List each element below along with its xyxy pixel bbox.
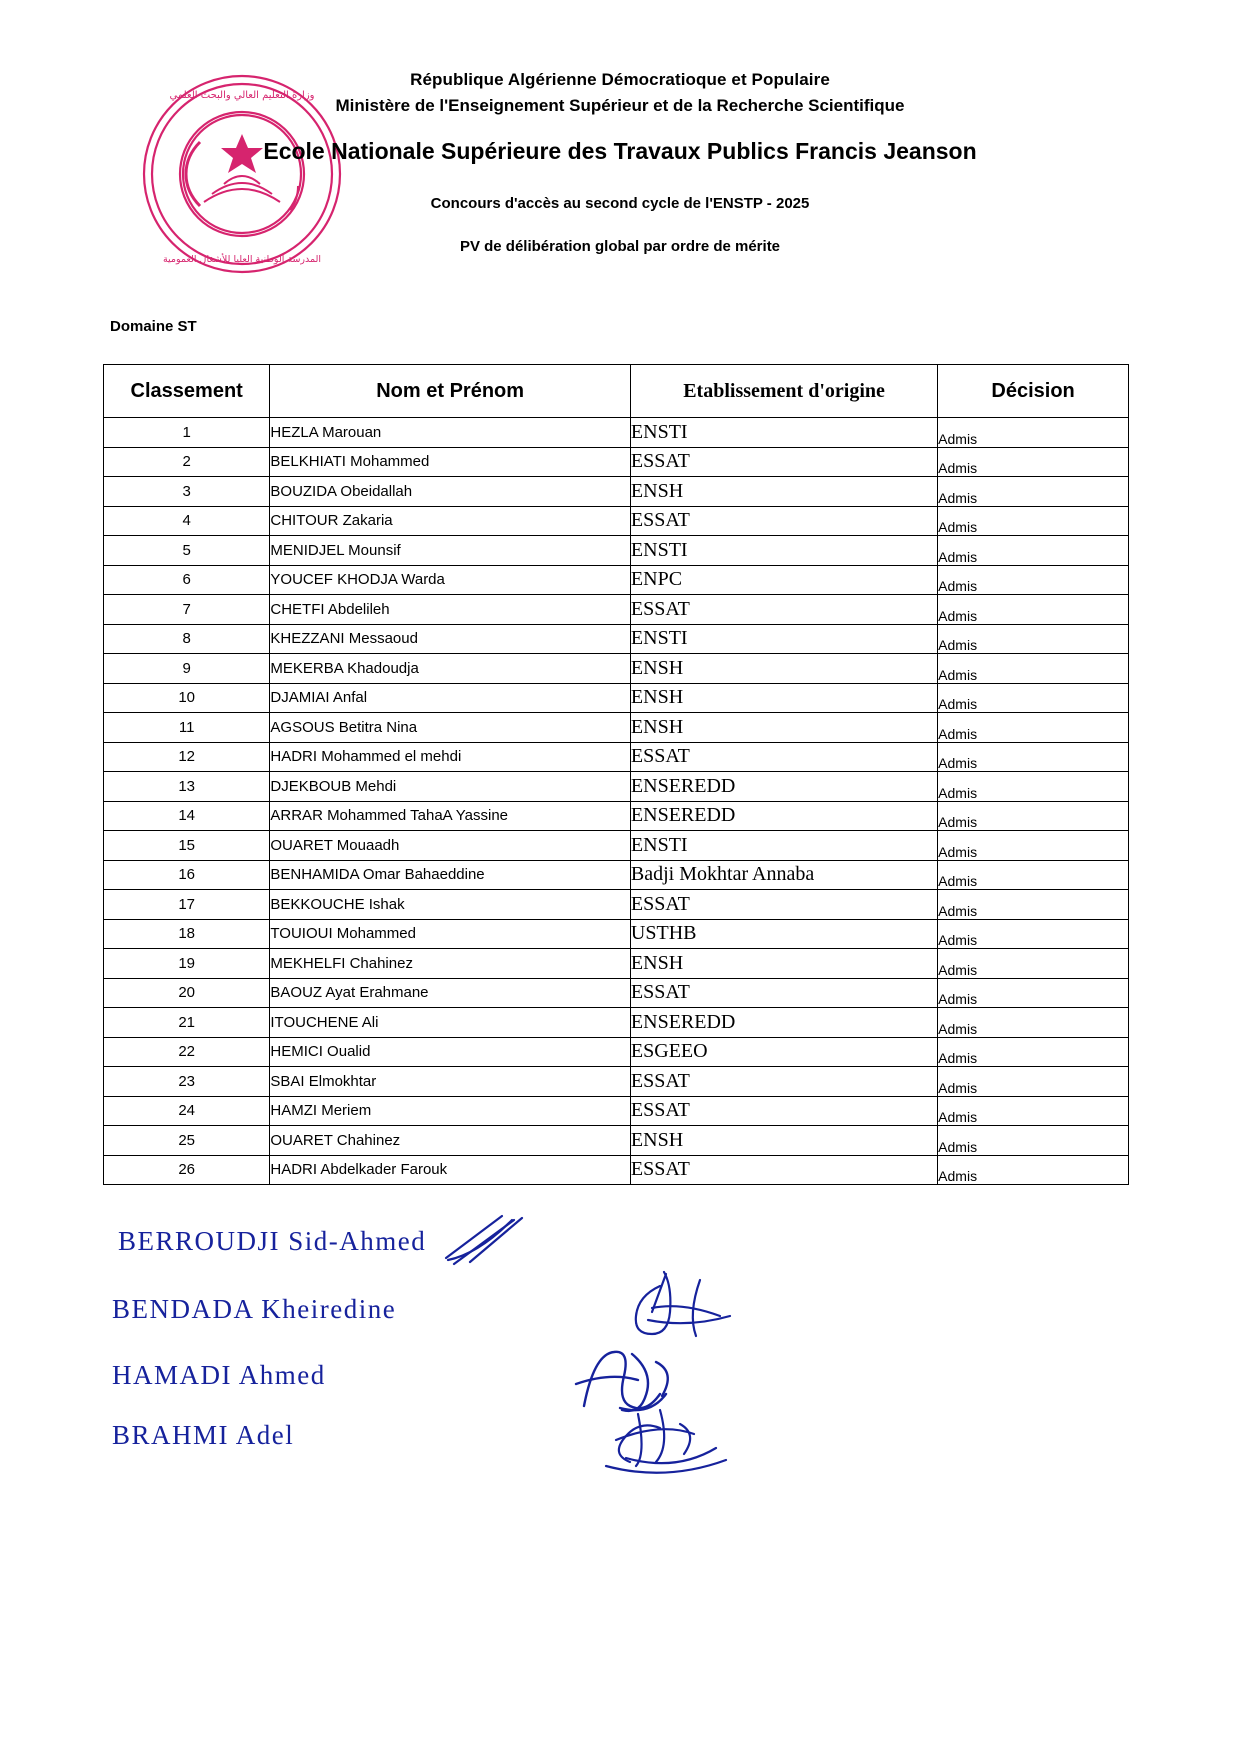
cell-nom-prenom: BENHAMIDA Omar Bahaeddine: [270, 860, 631, 890]
cell-etablissement: ENSTI: [630, 831, 937, 861]
svg-text:المدرسة الوطنية العليا للأشغال: المدرسة الوطنية العليا للأشغال العمومية: [162, 254, 322, 265]
table-row: [104, 477, 1129, 507]
signature-line-2: [112, 1294, 396, 1325]
cell-decision: Admis: [938, 1155, 1129, 1185]
cell-etablissement: ESSAT: [630, 595, 937, 625]
cell-decision: Admis: [938, 860, 1129, 890]
table-row: [104, 831, 1129, 861]
table-row: [104, 978, 1129, 1008]
cell-decision: Admis: [938, 831, 1129, 861]
cell-nom-prenom: KHEZZANI Messaoud: [270, 624, 631, 654]
document-header: [0, 70, 1240, 255]
cell-nom-prenom: OUARET Mouaadh: [270, 831, 631, 861]
cell-etablissement: ENSH: [630, 1126, 937, 1156]
cell-nom-prenom: OUARET Chahinez: [270, 1126, 631, 1156]
cell-decision: Admis: [938, 742, 1129, 772]
handwritten-signature-2: [540, 1268, 770, 1358]
cell-decision: Admis: [938, 447, 1129, 477]
col-header-decision: Décision: [938, 365, 1129, 418]
table-row: [104, 1096, 1129, 1126]
cell-decision: Admis: [938, 506, 1129, 536]
results-table-container: [103, 364, 1129, 1185]
cell-nom-prenom: MEKHELFI Chahinez: [270, 949, 631, 979]
table-row: [104, 447, 1129, 477]
cell-nom-prenom: ITOUCHENE Ali: [270, 1008, 631, 1038]
table-row: [104, 595, 1129, 625]
cell-decision: Admis: [938, 418, 1129, 448]
table-row: [104, 1008, 1129, 1038]
cell-etablissement: ESSAT: [630, 742, 937, 772]
cell-etablissement: ENSTI: [630, 418, 937, 448]
cell-decision: Admis: [938, 565, 1129, 595]
cell-nom-prenom: SBAI Elmokhtar: [270, 1067, 631, 1097]
cell-nom-prenom: TOUIOUI Mohammed: [270, 919, 631, 949]
cell-decision: Admis: [938, 595, 1129, 625]
table-header-row: [104, 365, 1129, 418]
table-row: [104, 654, 1129, 684]
signature-line-1: [118, 1226, 426, 1257]
signatory-name-2: BENDADA Kheiredine: [112, 1294, 397, 1324]
cell-classement: 1: [104, 418, 270, 448]
cell-decision: Admis: [938, 772, 1129, 802]
table-row: [104, 536, 1129, 566]
cell-nom-prenom: HEZLA Marouan: [270, 418, 631, 448]
cell-etablissement: ENSH: [630, 683, 937, 713]
cell-etablissement: ENSH: [630, 713, 937, 743]
cell-nom-prenom: YOUCEF KHODJA Warda: [270, 565, 631, 595]
cell-classement: 2: [104, 447, 270, 477]
table-row: [104, 919, 1129, 949]
cell-classement: 26: [104, 1155, 270, 1185]
school-title: Ecole Nationale Supérieure des Travaux Publics Francis Jeanson: [263, 138, 977, 164]
cell-classement: 22: [104, 1037, 270, 1067]
cell-decision: Admis: [938, 477, 1129, 507]
cell-classement: 16: [104, 860, 270, 890]
signature-line-4: [112, 1418, 294, 1452]
table-row: [104, 506, 1129, 536]
table-row: [104, 565, 1129, 595]
cell-decision: Admis: [938, 654, 1129, 684]
cell-classement: 24: [104, 1096, 270, 1126]
cell-etablissement: Badji Mokhtar Annaba: [630, 860, 937, 890]
cell-classement: 25: [104, 1126, 270, 1156]
table-row: [104, 1126, 1129, 1156]
cell-etablissement: ENSH: [630, 477, 937, 507]
cell-classement: 5: [104, 536, 270, 566]
table-row: [104, 683, 1129, 713]
cell-etablissement: ESSAT: [630, 506, 937, 536]
cell-classement: 8: [104, 624, 270, 654]
table-row: [104, 713, 1129, 743]
cell-etablissement: ESSAT: [630, 978, 937, 1008]
cell-classement: 9: [104, 654, 270, 684]
table-row: [104, 1155, 1129, 1185]
table-row: [104, 1037, 1129, 1067]
cell-etablissement: ESSAT: [630, 1067, 937, 1097]
col-header-nom: Nom et Prénom: [270, 365, 631, 418]
ministry-line: Ministère de l'Enseignement Supérieur et de la Recherche Scientifique: [335, 96, 905, 115]
handwritten-signature-3: [560, 1336, 740, 1426]
cell-nom-prenom: HAMZI Meriem: [270, 1096, 631, 1126]
cell-nom-prenom: BOUZIDA Obeidallah: [270, 477, 631, 507]
table-body: [104, 418, 1129, 1185]
republic-line: République Algérienne Démocratioque et Populaire: [410, 70, 830, 89]
table-row: [104, 801, 1129, 831]
col-header-classement: Classement: [104, 365, 270, 418]
cell-etablissement: ESSAT: [630, 890, 937, 920]
cell-nom-prenom: BEKKOUCHE Ishak: [270, 890, 631, 920]
table-row: [104, 742, 1129, 772]
cell-decision: Admis: [938, 1096, 1129, 1126]
cell-decision: Admis: [938, 1067, 1129, 1097]
pv-subtitle: PV de délibération global par ordre de mérite: [459, 238, 781, 255]
cell-decision: Admis: [938, 978, 1129, 1008]
cell-classement: 12: [104, 742, 270, 772]
cell-decision: Admis: [938, 890, 1129, 920]
cell-classement: 23: [104, 1067, 270, 1097]
domain-label: Domaine ST: [110, 318, 197, 335]
cell-etablissement: ENSEREDD: [630, 772, 937, 802]
cell-etablissement: ENSTI: [630, 624, 937, 654]
cell-decision: Admis: [938, 919, 1129, 949]
cell-etablissement: ESSAT: [630, 1155, 937, 1185]
col-header-etablissement: Etablissement d'origine: [630, 365, 937, 418]
cell-nom-prenom: DJEKBOUB Mehdi: [270, 772, 631, 802]
cell-decision: Admis: [938, 624, 1129, 654]
cell-classement: 13: [104, 772, 270, 802]
cell-etablissement: ENSEREDD: [630, 801, 937, 831]
cell-classement: 7: [104, 595, 270, 625]
cell-decision: Admis: [938, 1126, 1129, 1156]
concours-subtitle: Concours d'accès au second cycle de l'ENSTP - 2025: [430, 195, 810, 212]
results-table: [103, 364, 1129, 1185]
cell-nom-prenom: BAOUZ Ayat Erahmane: [270, 978, 631, 1008]
cell-nom-prenom: ARRAR Mohammed TahaA Yassine: [270, 801, 631, 831]
cell-decision: Admis: [938, 949, 1129, 979]
cell-nom-prenom: HADRI Abdelkader Farouk: [270, 1155, 631, 1185]
handwritten-signature-1: [430, 1212, 590, 1282]
cell-nom-prenom: MENIDJEL Mounsif: [270, 536, 631, 566]
cell-classement: 4: [104, 506, 270, 536]
cell-etablissement: ENSH: [630, 654, 937, 684]
cell-nom-prenom: CHITOUR Zakaria: [270, 506, 631, 536]
cell-classement: 20: [104, 978, 270, 1008]
signatory-name-1: BERROUDJI Sid-Ahmed: [118, 1226, 427, 1256]
table-row: [104, 772, 1129, 802]
table-row: [104, 1067, 1129, 1097]
cell-decision: Admis: [938, 713, 1129, 743]
cell-classement: 6: [104, 565, 270, 595]
cell-nom-prenom: BELKHIATI Mohammed: [270, 447, 631, 477]
table-row: [104, 949, 1129, 979]
cell-classement: 18: [104, 919, 270, 949]
cell-classement: 14: [104, 801, 270, 831]
signature-line-3: [112, 1358, 326, 1392]
cell-etablissement: ESGEEO: [630, 1037, 937, 1067]
cell-etablissement: ESSAT: [630, 1096, 937, 1126]
cell-classement: 11: [104, 713, 270, 743]
cell-nom-prenom: HEMICI Oualid: [270, 1037, 631, 1067]
cell-classement: 21: [104, 1008, 270, 1038]
cell-nom-prenom: CHETFI Abdelileh: [270, 595, 631, 625]
cell-decision: Admis: [938, 1037, 1129, 1067]
cell-etablissement: USTHB: [630, 919, 937, 949]
signature-block: [110, 1218, 1130, 1518]
signatory-name-3: HAMADI Ahmed: [112, 1360, 326, 1390]
cell-classement: 19: [104, 949, 270, 979]
svg-text:وزارة التعليم العالي والبحث ال: وزارة التعليم العالي والبحث العلمي: [169, 90, 315, 101]
cell-decision: Admis: [938, 536, 1129, 566]
table-row: [104, 860, 1129, 890]
cell-decision: Admis: [938, 801, 1129, 831]
cell-nom-prenom: AGSOUS Betitra Nina: [270, 713, 631, 743]
cell-nom-prenom: MEKERBA Khadoudja: [270, 654, 631, 684]
cell-decision: Admis: [938, 1008, 1129, 1038]
cell-etablissement: ENSEREDD: [630, 1008, 937, 1038]
cell-etablissement: ENSTI: [630, 536, 937, 566]
table-row: [104, 624, 1129, 654]
signatory-name-4: BRAHMI Adel: [112, 1420, 295, 1450]
cell-classement: 17: [104, 890, 270, 920]
cell-decision: Admis: [938, 683, 1129, 713]
cell-nom-prenom: HADRI Mohammed el mehdi: [270, 742, 631, 772]
table-row: [104, 418, 1129, 448]
cell-classement: 3: [104, 477, 270, 507]
table-row: [104, 890, 1129, 920]
cell-etablissement: ESSAT: [630, 447, 937, 477]
cell-etablissement: ENPC: [630, 565, 937, 595]
cell-etablissement: ENSH: [630, 949, 937, 979]
cell-classement: 10: [104, 683, 270, 713]
cell-classement: 15: [104, 831, 270, 861]
handwritten-signature-4: [510, 1400, 770, 1480]
cell-nom-prenom: DJAMIAI Anfal: [270, 683, 631, 713]
